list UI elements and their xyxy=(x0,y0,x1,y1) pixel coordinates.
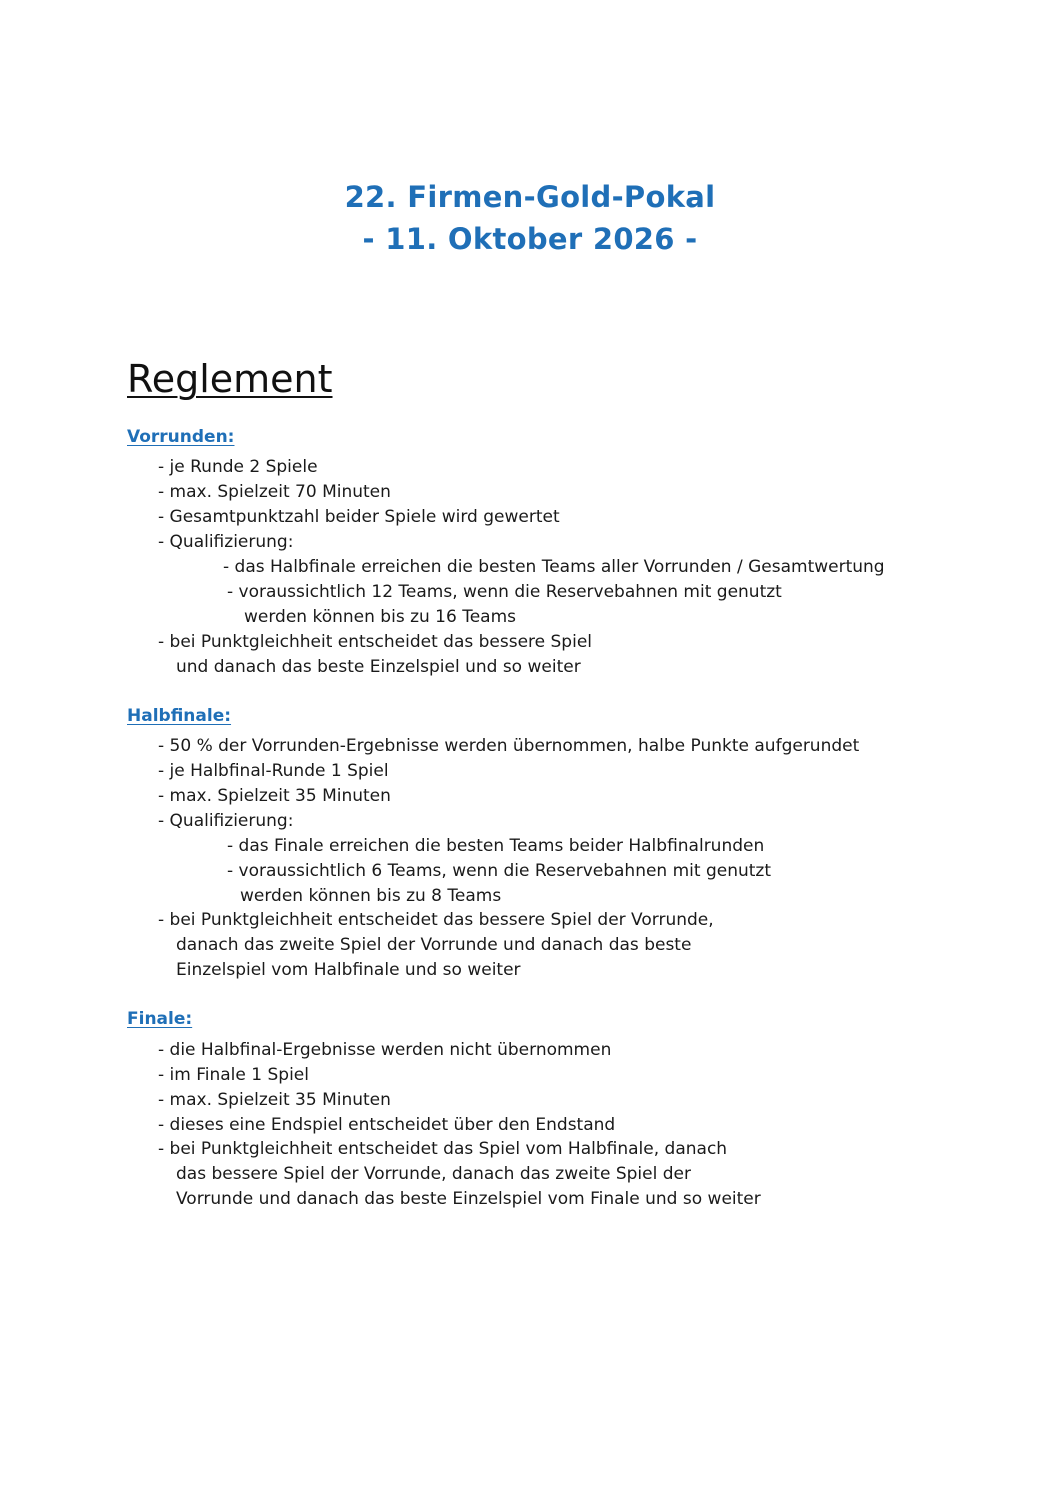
list-item: - im Finale 1 Spiel xyxy=(158,1065,309,1085)
page-heading: Reglement xyxy=(127,357,333,401)
list-item: - voraussichtlich 12 Teams, wenn die Reservebahnen mit genutzt xyxy=(227,582,782,602)
list-item: - max. Spielzeit 70 Minuten xyxy=(158,482,391,502)
list-item: - bei Punktgleichheit entscheidet das bessere Spiel xyxy=(158,632,593,652)
list-item: - die Halbfinal-Ergebnisse werden nicht übernommen xyxy=(158,1040,612,1060)
list-item: - max. Spielzeit 35 Minuten xyxy=(158,1090,391,1110)
document-title xyxy=(0,176,1060,260)
list-item: - das Finale erreichen die besten Teams beider Halbfinalrunden xyxy=(227,836,765,856)
title-event-date: - 11. Oktober 2026 - xyxy=(362,222,698,256)
list-item: - Gesamtpunktzahl beider Spiele wird gewertet xyxy=(158,507,560,527)
list-item: danach das zweite Spiel der Vorrunde und danach das beste xyxy=(176,935,692,955)
list-item: werden können bis zu 16 Teams xyxy=(244,607,517,627)
section-title-vorrunden: Vorrunden: xyxy=(127,427,235,447)
list-item: - voraussichtlich 6 Teams, wenn die Reservebahnen mit genutzt xyxy=(227,861,772,881)
list-item: - je Halbfinal-Runde 1 Spiel xyxy=(158,761,389,781)
title-event-name: 22. Firmen-Gold-Pokal xyxy=(344,180,716,214)
list-item: - 50 % der Vorrunden-Ergebnisse werden übernommen, halbe Punkte aufgerundet xyxy=(158,736,860,756)
list-item: das bessere Spiel der Vorrunde, danach das zweite Spiel der xyxy=(176,1164,691,1184)
list-item: - bei Punktgleichheit entscheidet das Spiel vom Halbfinale, danach xyxy=(158,1139,728,1159)
list-item: und danach das beste Einzelspiel und so weiter xyxy=(176,657,581,677)
list-item: - Qualifizierung: xyxy=(158,532,294,552)
list-item: - dieses eine Endspiel entscheidet über den Endstand xyxy=(158,1115,616,1135)
list-item: - je Runde 2 Spiele xyxy=(158,457,318,477)
list-item: Vorrunde und danach das beste Einzelspiel vom Finale und so weiter xyxy=(176,1189,761,1209)
list-item: - bei Punktgleichheit entscheidet das bessere Spiel der Vorrunde, xyxy=(158,910,714,930)
list-item: - max. Spielzeit 35 Minuten xyxy=(158,786,391,806)
list-item: - das Halbfinale erreichen die besten Teams aller Vorrunden / Gesamtwertung xyxy=(223,557,885,577)
section-title-finale: Finale: xyxy=(127,1009,193,1029)
list-item: - Qualifizierung: xyxy=(158,811,294,831)
list-item: werden können bis zu 8 Teams xyxy=(240,886,502,906)
list-item: Einzelspiel vom Halbfinale und so weiter xyxy=(176,960,521,980)
section-title-halbfinale: Halbfinale: xyxy=(127,706,232,726)
